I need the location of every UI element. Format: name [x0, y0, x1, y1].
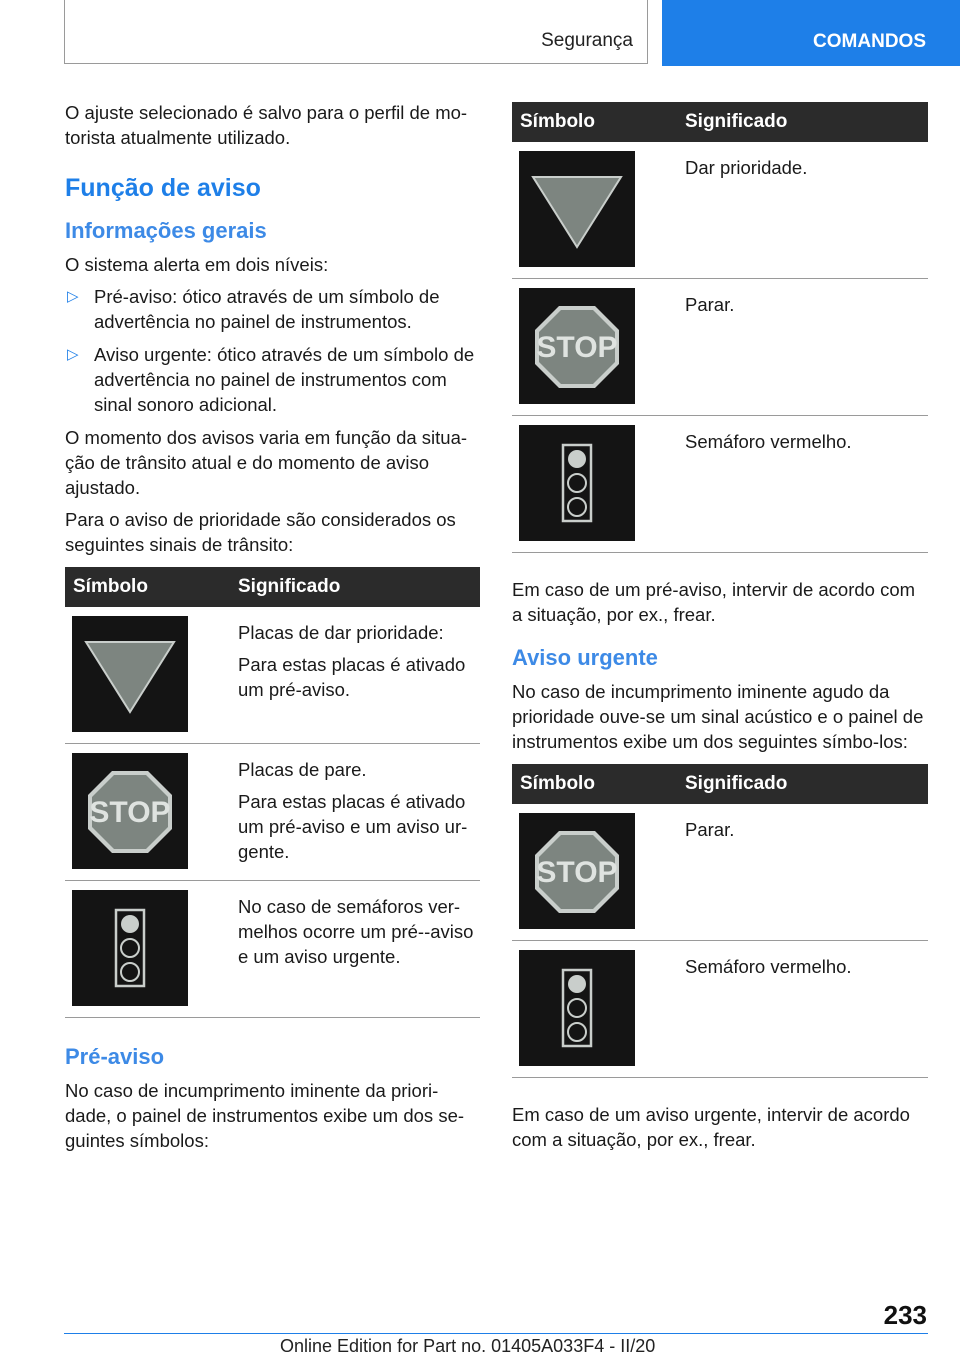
footer-edition: Online Edition for Part no. 01405A033F4 - II/20	[280, 1336, 656, 1356]
after-urgent-paragraph: Em caso de um aviso urgente, intervir de acordo com a situação, por ex., frear.	[512, 1104, 910, 1150]
stop-sign-icon	[519, 813, 635, 929]
heading-urgent-warning: Aviso urgente	[512, 645, 658, 670]
left-column	[65, 100, 480, 1160]
table-row	[65, 881, 480, 1018]
table-row	[65, 607, 480, 744]
table-row	[65, 744, 480, 881]
table-row	[512, 804, 928, 941]
col-header-symbol: Símbolo	[65, 567, 238, 607]
levels-intro: O sistema alerta em dois níveis:	[65, 254, 329, 275]
yield-sign-icon	[519, 151, 635, 267]
table-row	[512, 142, 928, 279]
page-number: 233	[883, 1300, 927, 1330]
heading-general-info: Informações gerais	[65, 218, 267, 243]
after-prewarning-paragraph: Em caso de um pré-aviso, intervir de acordo com a situação, por ex., frear.	[512, 579, 916, 625]
table-row	[512, 416, 928, 553]
row-text: Dar prioridade.	[685, 142, 928, 279]
row-text: Placas de dar prioridade:	[238, 622, 444, 643]
row-text: Parar.	[685, 804, 928, 941]
traffic-light-icon	[72, 890, 188, 1006]
list-item	[65, 284, 480, 334]
right-column	[512, 102, 928, 1159]
row-text: Parar.	[685, 279, 928, 416]
table-row	[512, 279, 928, 416]
yield-sign-icon	[72, 616, 188, 732]
list-item-text: Aviso urgente: ótico através de um símbolo de advertência no painel de instrumentos com sinal sonoro adicional.	[94, 344, 475, 415]
col-header-meaning: Significado	[685, 764, 928, 804]
stop-sign-icon	[72, 753, 188, 869]
page-header	[0, 0, 960, 66]
heading-prewarning: Pré-aviso	[65, 1044, 165, 1069]
footer-divider	[64, 1333, 928, 1334]
table-header-row	[512, 102, 928, 142]
section-title: Segurança	[64, 0, 648, 64]
row-text: Semáforo vermelho.	[685, 941, 928, 1078]
col-header-symbol: Símbolo	[512, 764, 685, 804]
heading-warning-function: Função de aviso	[65, 174, 261, 202]
traffic-light-icon	[519, 425, 635, 541]
row-text: No caso de semáforos ver-melhos ocorre um pré--aviso e um aviso urgente.	[238, 896, 474, 967]
col-header-symbol: Símbolo	[512, 102, 685, 142]
table-row	[512, 941, 928, 1078]
moment-paragraph: O momento dos avisos varia em função da situa-ção de trânsito atual e do momento de aviso ajustado.	[65, 427, 468, 498]
urgent-symbols-table	[512, 764, 928, 1078]
chapter-tab: COMANDOS	[662, 0, 960, 66]
intro-paragraph: O ajuste selecionado é salvo para o perfil de mo-torista atualmente utilizado.	[65, 102, 468, 148]
table-header-row	[512, 764, 928, 804]
priority-paragraph: Para o aviso de prioridade são considerados os seguintes sinais de trânsito:	[65, 509, 456, 555]
triangle-bullet-icon: ▷	[67, 346, 79, 363]
row-text: Semáforo vermelho.	[685, 416, 928, 553]
warning-levels-list	[65, 284, 480, 417]
row-text: Para estas placas é ativado um pré-aviso.	[238, 654, 466, 700]
traffic-light-icon	[519, 950, 635, 1066]
triangle-bullet-icon: ▷	[67, 288, 79, 305]
row-text: Para estas placas é ativado um pré-aviso e um aviso ur-gente.	[238, 791, 468, 862]
stop-sign-icon	[519, 288, 635, 404]
col-header-meaning: Significado	[238, 567, 480, 607]
table-header-row	[65, 567, 480, 607]
prewarning-symbols-table	[512, 102, 928, 553]
row-text: Placas de pare.	[238, 759, 367, 780]
list-item-text: Pré-aviso: ótico através de um símbolo de advertência no painel de instrumentos.	[94, 286, 440, 332]
list-item	[65, 342, 480, 417]
traffic-signs-table	[65, 567, 480, 1018]
col-header-meaning: Significado	[685, 102, 928, 142]
prewarning-paragraph: No caso de incumprimento iminente da priori-dade, o painel de instrumentos exibe um dos se-guintes símbolos:	[65, 1080, 465, 1151]
urgent-paragraph: No caso de incumprimento iminente agudo da prioridade ouve-se um sinal acústico e o painel de instrumentos exibe um dos seguintes símbo-los:	[512, 681, 924, 752]
